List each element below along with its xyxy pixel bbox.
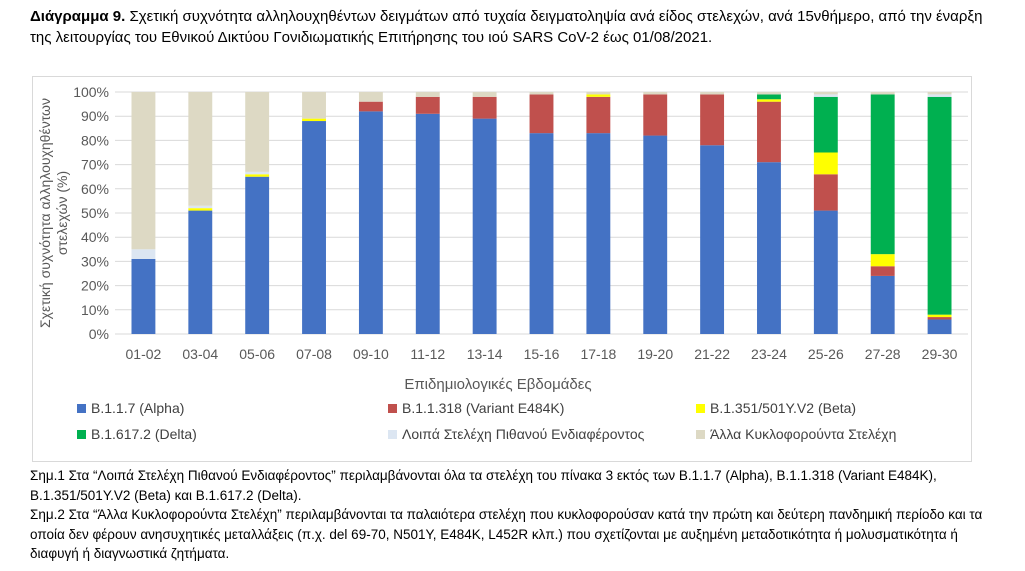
bar-segment xyxy=(814,174,838,210)
y-axis-label xyxy=(37,98,70,328)
legend-swatch xyxy=(77,430,86,439)
bar-segment xyxy=(928,315,952,317)
legend-entry: B.1.351/501Y.V2 (Beta) xyxy=(710,400,857,416)
x-tick-label: 29-30 xyxy=(921,346,958,362)
note-2: Σημ.2 Στα “Άλλα Κυκλοφορούντα Στελέχη” περιλαμβάνονται τα παλαιότερα στελέχη που κυκλοφορούσαν κατά την πρώτη και δεύτερη πανδημική περίοδο και τα οποία δεν φέρουν ανησυχητικές μεταλλάξεις (π.χ. del 69-70, N501Y, E484K, L452R κλπ.) που σχετίζονται με αυξημένη μεταδοτικότητα ή μολυσματικότητα ή διαφυγή ή διαγνωστικά ζητήματα. xyxy=(30,507,983,561)
bar-segment xyxy=(131,259,155,334)
bar-segment xyxy=(245,172,269,174)
x-tick-labels xyxy=(126,346,958,362)
y-tick-label: 90% xyxy=(80,108,109,125)
y-tick-label: 40% xyxy=(80,229,109,246)
stacked-bar-chart xyxy=(33,77,971,461)
y-tick-label: 100% xyxy=(73,84,109,100)
bar-segment xyxy=(700,145,724,334)
legend-entry: Λοιπά Στελέχη Πιθανού Ενδιαφέροντος xyxy=(402,426,645,442)
legend-entry: B.1.1.318 (Variant E484K) xyxy=(402,400,565,416)
x-tick-label: 05-06 xyxy=(239,346,276,362)
caption-label: Διάγραμμα 9. xyxy=(30,8,126,25)
bar-segment xyxy=(473,92,497,97)
bar-segment xyxy=(586,97,610,133)
bar-segment xyxy=(530,133,554,334)
bar-segment xyxy=(188,206,212,208)
y-axis-label-line: στελεχών (%) xyxy=(54,170,70,256)
bar-segment xyxy=(188,92,212,206)
legend xyxy=(77,400,896,442)
bar-segment xyxy=(359,111,383,334)
x-tick-label: 01-02 xyxy=(125,346,162,362)
bar-segment xyxy=(359,92,383,102)
legend-swatch xyxy=(696,430,705,439)
bar-segment xyxy=(871,254,895,266)
bar-segment xyxy=(302,119,326,121)
bar-segment xyxy=(871,266,895,276)
bar-segment xyxy=(302,121,326,334)
bar-segment xyxy=(245,177,269,334)
notes xyxy=(30,466,990,564)
bar-segment xyxy=(586,94,610,96)
bar-segment xyxy=(757,102,781,162)
legend-swatch xyxy=(77,404,86,413)
y-tick-label: 70% xyxy=(80,156,109,173)
bar-segment xyxy=(814,153,838,175)
x-tick-label: 21-22 xyxy=(694,346,731,362)
caption-text: Σχετική συχνότητα αλληλουχηθέντων δειγμάτων από τυχαία δειγματοληψία ανά είδος στελεχών, ανά 15νθήμερο, από την έναρξη της λειτουργίας του Εθνικού Δικτύου Γονιδιωματικής Επιτήρησης του ιού SARS CoV-2 έως 01/08/2021. xyxy=(30,8,983,46)
y-tick-label: 80% xyxy=(80,132,109,149)
legend-swatch xyxy=(388,430,397,439)
x-tick-label: 13-14 xyxy=(466,346,503,362)
legend-entry: Άλλα Κυκλοφορούντα Στελέχη xyxy=(710,426,897,442)
bar-segment xyxy=(814,211,838,334)
bar-segment xyxy=(131,92,155,249)
x-tick-label: 23-24 xyxy=(751,346,787,362)
y-tick-label: 20% xyxy=(80,277,109,294)
bar-segment xyxy=(359,102,383,112)
x-tick-label: 11-12 xyxy=(410,346,446,362)
legend-entry: B.1.617.2 (Delta) xyxy=(91,426,197,442)
y-axis-label-line: Σχετική συχνότητα αλληλουχηθέντων xyxy=(37,98,53,328)
bar-segment xyxy=(530,92,554,94)
legend-entry: B.1.1.7 (Alpha) xyxy=(91,400,185,416)
bar-segment xyxy=(530,94,554,133)
x-tick-label: 07-08 xyxy=(296,346,332,362)
bar-segment xyxy=(814,97,838,153)
chart-frame xyxy=(32,76,972,462)
bar-segment xyxy=(757,99,781,101)
y-tick-label: 60% xyxy=(80,180,109,197)
bar-segment xyxy=(188,211,212,334)
bar-segment xyxy=(928,319,952,334)
x-tick-label: 03-04 xyxy=(182,346,219,362)
y-tick-label: 10% xyxy=(80,301,109,318)
bar-segment xyxy=(473,97,497,119)
bars xyxy=(131,92,951,334)
bar-segment xyxy=(643,92,667,94)
bar-segment xyxy=(131,249,155,259)
x-tick-label: 25-26 xyxy=(807,346,844,362)
y-tick-labels xyxy=(73,84,109,342)
bar-segment xyxy=(700,94,724,145)
y-tick-label: 30% xyxy=(80,253,109,270)
bar-segment xyxy=(871,94,895,254)
bar-segment xyxy=(814,94,838,96)
bar-segment xyxy=(416,92,440,97)
note-1: Σημ.1 Στα “Λοιπά Στελέχη Πιθανού Ενδιαφέροντος” περιλαμβάνονται όλα τα στελέχη του πίνακα 3 εκτός των B.1.1.7 (Alpha), B.1.1.318 (Variant E484K), B.1.351/501Y.V2 (Beta) και B.1.617.2 (Delta). xyxy=(30,468,937,503)
bar-segment xyxy=(586,133,610,334)
bar-segment xyxy=(586,92,610,94)
y-tick-label: 50% xyxy=(80,205,109,221)
bar-segment xyxy=(928,97,952,315)
bar-segment xyxy=(416,97,440,114)
x-tick-label: 15-16 xyxy=(523,346,560,362)
x-tick-label: 17-18 xyxy=(580,346,617,362)
figure-caption xyxy=(30,6,1005,48)
x-tick-label: 09-10 xyxy=(352,346,389,362)
x-tick-label: 27-28 xyxy=(864,346,901,362)
x-tick-label: 19-20 xyxy=(637,346,674,362)
bar-segment xyxy=(302,92,326,119)
legend-swatch xyxy=(696,404,705,413)
y-tick-label: 0% xyxy=(88,326,109,342)
bar-segment xyxy=(473,119,497,334)
x-axis-label: Επιδημιολογικές Εβδομάδες xyxy=(404,376,592,393)
bar-segment xyxy=(188,208,212,210)
bar-segment xyxy=(245,174,269,176)
bar-segment xyxy=(871,92,895,94)
bar-segment xyxy=(700,92,724,94)
bar-segment xyxy=(416,114,440,334)
bar-segment xyxy=(928,317,952,319)
bar-segment xyxy=(871,276,895,334)
bar-segment xyxy=(814,92,838,94)
bar-segment xyxy=(245,92,269,172)
bar-segment xyxy=(643,94,667,135)
bar-segment xyxy=(928,94,952,96)
bar-segment xyxy=(757,92,781,94)
bar-segment xyxy=(928,92,952,94)
bar-segment xyxy=(643,136,667,334)
bar-segment xyxy=(757,94,781,99)
bar-segment xyxy=(757,162,781,334)
legend-swatch xyxy=(388,404,397,413)
